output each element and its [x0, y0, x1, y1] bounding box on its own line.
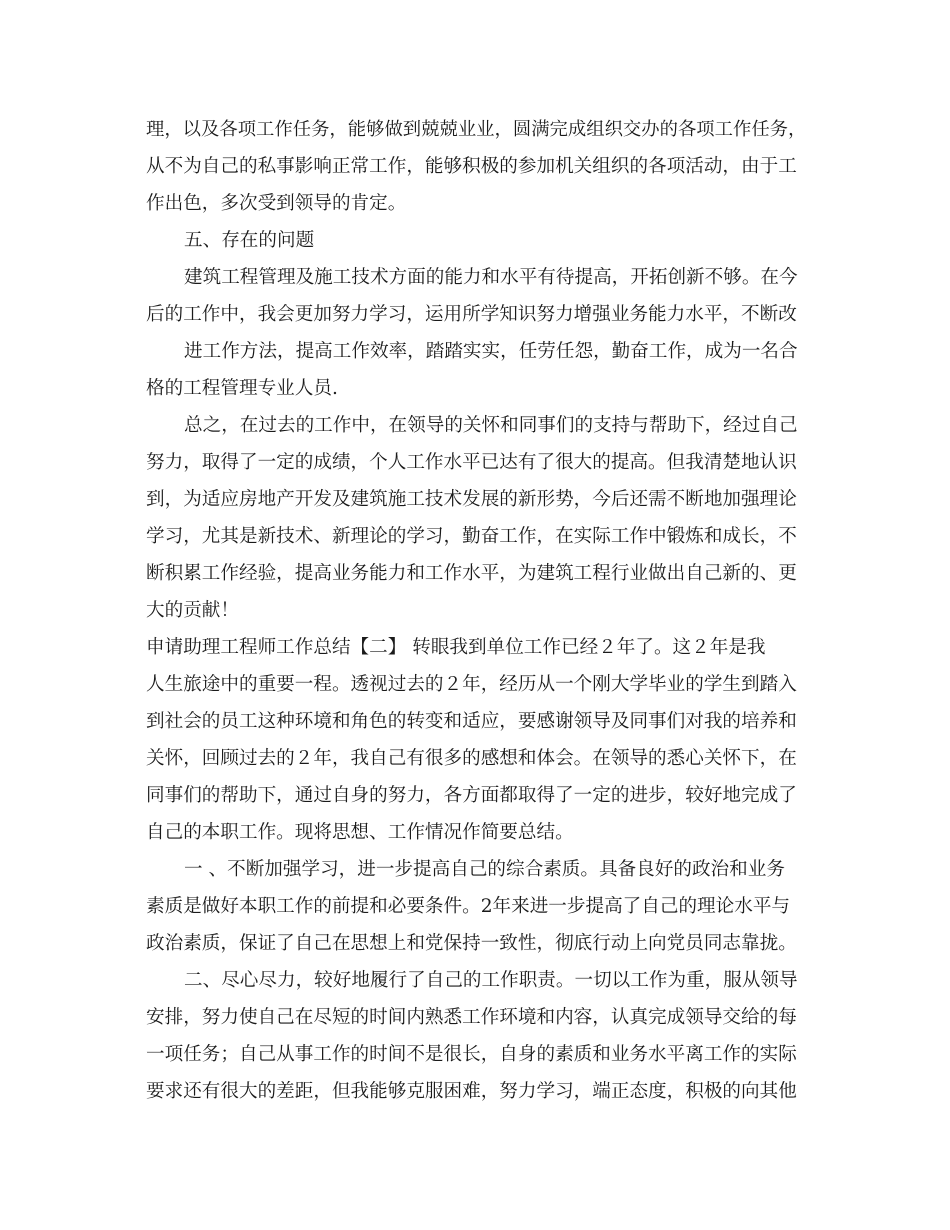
text-line: 格的工程管理专业人员.: [146, 378, 338, 399]
text-line: 大的贡献！: [146, 600, 239, 621]
text-line: 作出色，多次受到领导的肯定。: [146, 193, 407, 214]
text-line: 到社会的员工这种环境和角色的转变和适应，要感谢领导及同事们对我的培养和: [146, 711, 797, 732]
text-line: 政治素质，保证了自己在思想上和党保持一致性，彻底行动上向党员同志靠拢。: [146, 933, 797, 954]
text-line: 学习，尤其是新技术、新理论的学习，勤奋工作，在实际工作中锻炼和成长，不: [146, 526, 797, 547]
text-line: 同事们的帮助下，通过自身的努力，各方面都取得了一定的进步，较好地完成了: [146, 785, 797, 806]
text-line: 从不为自己的私事影响正常工作，能够积极的参加机关组织的各项活动，由于工: [146, 156, 797, 177]
text-line: 二、尽心尽力，较好地履行了自己的工作职责。一切以工作为重，服从领导: [184, 970, 798, 991]
text-line: 一项任务；自己从事工作的时间不是很长，自身的素质和业务水平离工作的实际: [146, 1044, 797, 1065]
text-line: 到，为适应房地产开发及建筑施工技术发展的新形势，今后还需不断地加强理论: [146, 489, 797, 510]
text-line: 后的工作中，我会更加努力学习，运用所学知识努力增强业务能力水平，不断改: [146, 304, 797, 325]
text-line: 总之，在过去的工作中，在领导的关怀和同事们的支持与帮助下，经过自己: [184, 415, 798, 436]
text-line: 自己的本职工作。现将思想、工作情况作简要总结。: [146, 822, 574, 843]
text-line: 一 、不断加强学习，进一步提高自己的综合素质。具备良好的政治和业务: [184, 859, 785, 880]
text-line: 要求还有很大的差距，但我能够克服困难，努力学习，端正态度，积极的向其他: [146, 1081, 797, 1102]
section-heading: 五、存在的问题: [184, 230, 315, 251]
text-line: 人生旅途中的重要一程。透视过去的２年，经历从一个刚大学毕业的学生到踏入: [146, 674, 797, 695]
article-title-line: 申请助理工程师工作总结【二】 转眼我到单位工作已经２年了。这２年是我: [146, 637, 766, 658]
text-line: 建筑工程管理及施工技术方面的能力和水平有待提高，开拓创新不够。在今: [184, 267, 798, 288]
text-line: 关怀，回顾过去的２年，我自己有很多的感想和体会。在领导的悉心关怀下，在: [146, 748, 797, 769]
text-line: 素质是做好本职工作的前提和必要条件。2年来进一步提高了自己的理论水平与: [146, 896, 791, 917]
text-line: 进工作方法，提高工作效率，踏踏实实，任劳任怨，勤奋工作，成为一名合: [184, 341, 798, 362]
text-line: 断积累工作经验，提高业务能力和工作水平，为建筑工程行业做出自己新的、更: [146, 563, 797, 584]
text-line: 安排，努力使自己在尽短的时间内熟悉工作环境和内容，认真完成领导交给的每: [146, 1007, 797, 1028]
text-line: 努力，取得了一定的成绩，个人工作水平已达有了很大的提高。但我清楚地认识: [146, 452, 797, 473]
text-line: 理，以及各项工作任务，能够做到兢兢业业，圆满完成组织交办的各项工作任务，: [146, 119, 807, 140]
